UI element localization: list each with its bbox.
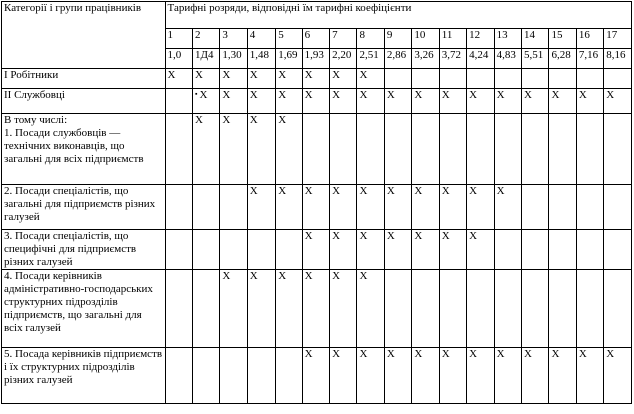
grade-mark-cell <box>384 89 411 114</box>
coefficient-cell: 1,0 <box>165 49 192 69</box>
grade-mark-cell <box>330 270 357 348</box>
x-mark: X <box>359 89 368 101</box>
grade-mark-cell <box>165 270 192 348</box>
grade-number-cell: 13 <box>494 29 521 49</box>
grade-number-cell: 14 <box>522 29 549 49</box>
grade-mark-cell <box>276 89 302 114</box>
grade-mark-cell <box>412 69 439 89</box>
bullet-marker: ▪ <box>194 90 198 98</box>
grade-mark-cell <box>439 185 466 230</box>
x-mark: X <box>359 270 368 282</box>
grade-mark-cell <box>276 69 302 89</box>
grade-number-cell: 3 <box>220 29 247 49</box>
grade-mark-cell <box>330 185 357 230</box>
x-mark: X <box>386 89 395 101</box>
x-mark: X <box>167 69 176 81</box>
header-row <box>2 2 632 29</box>
coefficient-cell: 5,51 <box>522 49 549 69</box>
table-row <box>2 69 632 89</box>
grade-mark-cell <box>522 89 549 114</box>
grade-mark-cell <box>247 270 275 348</box>
grade-mark-cell <box>165 114 192 185</box>
grade-number-cell: 2 <box>192 29 219 49</box>
grade-mark-cell <box>604 185 632 230</box>
grade-mark-cell <box>467 185 494 230</box>
coefficient-cell: 1,48 <box>247 49 275 69</box>
grade-mark-cell <box>220 114 247 185</box>
x-mark: X <box>304 89 313 101</box>
grade-mark-cell <box>220 89 247 114</box>
grade-mark-cell <box>247 69 275 89</box>
category-label: ІІ Службовці <box>2 89 166 114</box>
grade-mark-cell <box>412 89 439 114</box>
x-mark: X <box>441 89 450 101</box>
grade-number-cell: 4 <box>247 29 275 49</box>
grade-mark-cell <box>302 185 329 230</box>
grade-mark-cell <box>247 348 275 404</box>
x-mark: X <box>386 185 395 197</box>
grade-number-cell: 12 <box>467 29 494 49</box>
grade-mark-cell <box>330 114 357 185</box>
grade-mark-cell <box>439 230 466 270</box>
grade-mark-cell <box>192 270 219 348</box>
x-mark: X <box>469 230 478 242</box>
grade-number-cell: 8 <box>357 29 384 49</box>
category-label: 5. Посада керівників підприємств і їх структурних підрозділів різних галузей <box>2 348 166 404</box>
grade-mark-cell <box>220 185 247 230</box>
tariff-grades-table <box>1 1 632 404</box>
grade-number-cell: 15 <box>549 29 576 49</box>
coefficient-cell: 3,72 <box>439 49 466 69</box>
grade-mark-cell <box>494 114 521 185</box>
x-mark: X <box>278 114 287 126</box>
coefficient-cell: 7,16 <box>576 49 603 69</box>
grade-mark-cell <box>357 270 384 348</box>
x-mark: X <box>304 348 313 360</box>
grade-mark-cell <box>604 114 632 185</box>
grade-number-cell: 11 <box>439 29 466 49</box>
category-label: 2. Посади спеціалістів, що загальні для підприємств різних галузей <box>2 185 166 230</box>
grade-mark-cell <box>549 348 576 404</box>
x-mark: X <box>441 348 450 360</box>
x-mark: X <box>441 230 450 242</box>
x-mark: X <box>249 270 258 282</box>
x-mark: X <box>606 89 615 101</box>
grade-mark-cell <box>467 348 494 404</box>
grade-mark-cell <box>576 270 603 348</box>
table-row <box>2 185 632 230</box>
x-mark: X <box>222 114 231 126</box>
x-mark: X <box>578 348 587 360</box>
grade-mark-cell <box>522 185 549 230</box>
grade-mark-cell <box>302 348 329 404</box>
grade-mark-cell <box>549 185 576 230</box>
grade-mark-cell <box>412 114 439 185</box>
grade-mark-cell <box>384 270 411 348</box>
x-mark: X <box>332 348 341 360</box>
grade-mark-cell <box>302 89 329 114</box>
x-mark: X <box>578 89 587 101</box>
grade-mark-cell <box>604 69 632 89</box>
x-mark: X <box>249 185 258 197</box>
grade-mark-cell <box>276 114 302 185</box>
x-mark: X <box>332 69 341 81</box>
grade-mark-cell <box>522 348 549 404</box>
table-row <box>2 348 632 404</box>
grade-mark-cell <box>302 69 329 89</box>
grade-mark-cell <box>522 270 549 348</box>
grade-mark-cell <box>412 270 439 348</box>
grade-mark-cell <box>276 230 302 270</box>
grade-mark-cell <box>357 114 384 185</box>
grade-mark-cell <box>165 348 192 404</box>
coefficient-cell: 8,16 <box>604 49 632 69</box>
grade-mark-cell <box>192 69 219 89</box>
grade-number-cell: 16 <box>576 29 603 49</box>
grade-mark-cell <box>576 89 603 114</box>
grade-mark-cell <box>165 185 192 230</box>
grade-mark-cell <box>357 348 384 404</box>
x-mark: X <box>414 185 423 197</box>
grade-mark-cell <box>467 114 494 185</box>
x-mark: X <box>469 185 478 197</box>
x-mark: X <box>386 348 395 360</box>
x-mark: X <box>386 230 395 242</box>
coefficient-cell: 4,83 <box>494 49 521 69</box>
grade-mark-cell <box>439 69 466 89</box>
grade-mark-cell <box>302 114 329 185</box>
grade-mark-cell <box>384 348 411 404</box>
x-mark: X <box>496 185 505 197</box>
x-mark: X <box>551 348 560 360</box>
category-label: 3. Посади спеціалістів, що специфічні для підприємств різних галузей <box>2 230 166 270</box>
coefficient-cell: 2,51 <box>357 49 384 69</box>
grade-mark-cell <box>494 348 521 404</box>
grade-mark-cell <box>549 270 576 348</box>
grade-mark-cell <box>439 114 466 185</box>
grade-mark-cell <box>192 114 219 185</box>
grade-mark-cell <box>494 69 521 89</box>
grade-mark-cell <box>494 185 521 230</box>
grade-mark-cell <box>247 230 275 270</box>
x-mark: X <box>249 89 258 101</box>
grade-mark-cell <box>276 185 302 230</box>
x-mark: X <box>496 89 505 101</box>
x-mark: X <box>414 348 423 360</box>
x-mark: X <box>469 348 478 360</box>
x-mark: X <box>194 114 203 126</box>
x-mark: X <box>441 185 450 197</box>
table-row <box>2 89 632 114</box>
table-row <box>2 230 632 270</box>
coefficient-cell: 1,69 <box>276 49 302 69</box>
grade-mark-cell <box>384 69 411 89</box>
x-mark: X <box>524 89 532 101</box>
grade-mark-cell <box>494 270 521 348</box>
grade-mark-cell <box>165 230 192 270</box>
coefficient-cell: 2,20 <box>330 49 357 69</box>
grade-mark-cell <box>467 89 494 114</box>
x-mark: X <box>332 230 341 242</box>
grade-mark-cell <box>384 230 411 270</box>
grade-mark-cell <box>576 230 603 270</box>
x-mark: X <box>278 185 287 197</box>
grades-header: Тарифні розряди, відповідні їм тарифні коефіцієнти <box>165 2 631 29</box>
grade-number-cell: 7 <box>330 29 357 49</box>
x-mark: X <box>222 89 231 101</box>
x-mark: X <box>359 185 368 197</box>
grade-mark-cell <box>384 114 411 185</box>
grade-mark-cell <box>220 270 247 348</box>
x-mark: X <box>222 69 231 81</box>
grade-mark-cell <box>220 69 247 89</box>
x-mark: X <box>332 270 341 282</box>
category-header: Категорії і групи працівників <box>2 2 166 69</box>
grade-mark-cell <box>357 185 384 230</box>
x-mark: X <box>359 348 368 360</box>
category-label: В тому числі: 1. Посади службовців — технічних виконавців, що загальні для всіх підприємств <box>2 114 166 185</box>
coefficient-cell: 1Д4 <box>192 49 219 69</box>
grade-mark-cell <box>522 230 549 270</box>
grade-mark-cell <box>467 270 494 348</box>
grade-mark-cell <box>220 230 247 270</box>
grade-mark-cell <box>330 89 357 114</box>
grade-number-cell: 9 <box>384 29 411 49</box>
category-label: І Робітники <box>2 69 166 89</box>
grade-mark-cell <box>192 89 219 114</box>
grade-mark-cell <box>412 185 439 230</box>
x-mark: X <box>199 89 208 101</box>
table-row <box>2 114 632 185</box>
grade-mark-cell <box>549 114 576 185</box>
coefficient-cell: 6,28 <box>549 49 576 69</box>
grade-mark-cell <box>604 270 632 348</box>
grade-mark-cell <box>330 69 357 89</box>
coefficient-cell: 1,30 <box>220 49 247 69</box>
table-row <box>2 270 632 348</box>
x-mark: X <box>304 270 313 282</box>
grade-mark-cell <box>247 114 275 185</box>
grade-mark-cell <box>467 69 494 89</box>
grade-mark-cell <box>549 69 576 89</box>
grade-mark-cell <box>384 185 411 230</box>
x-mark: X <box>359 69 368 81</box>
coefficient-cell: 2,86 <box>384 49 411 69</box>
x-mark: X <box>414 89 423 101</box>
coefficient-cell: 4,24 <box>467 49 494 69</box>
grade-mark-cell <box>192 348 219 404</box>
x-mark: X <box>222 270 231 282</box>
grade-mark-cell <box>192 230 219 270</box>
grade-mark-cell <box>357 69 384 89</box>
grade-mark-cell <box>576 114 603 185</box>
grade-mark-cell <box>439 270 466 348</box>
x-mark: X <box>278 270 287 282</box>
grade-mark-cell <box>576 185 603 230</box>
grade-mark-cell <box>412 348 439 404</box>
grade-mark-cell <box>522 114 549 185</box>
x-mark: X <box>249 69 258 81</box>
grade-mark-cell <box>302 270 329 348</box>
x-mark: X <box>414 230 423 242</box>
grade-mark-cell <box>467 230 494 270</box>
grade-mark-cell <box>330 230 357 270</box>
grade-mark-cell <box>165 69 192 89</box>
x-mark: X <box>278 89 287 101</box>
grade-mark-cell <box>276 270 302 348</box>
x-mark: X <box>359 230 368 242</box>
grade-mark-cell <box>165 89 192 114</box>
grade-mark-cell <box>494 230 521 270</box>
x-mark: X <box>496 348 505 360</box>
grade-mark-cell <box>439 89 466 114</box>
grade-number-cell: 1 <box>165 29 192 49</box>
x-mark: X <box>332 89 341 101</box>
grade-mark-cell <box>330 348 357 404</box>
grade-mark-cell <box>604 348 632 404</box>
x-mark: X <box>304 185 313 197</box>
grade-mark-cell <box>522 69 549 89</box>
grade-mark-cell <box>302 230 329 270</box>
x-mark: X <box>304 69 313 81</box>
grade-mark-cell <box>494 89 521 114</box>
x-mark: X <box>304 230 313 242</box>
grade-mark-cell <box>604 230 632 270</box>
grade-number-cell: 17 <box>604 29 632 49</box>
grade-mark-cell <box>247 89 275 114</box>
grade-number-cell: 10 <box>412 29 439 49</box>
coefficient-cell: 1,93 <box>302 49 329 69</box>
grade-mark-cell <box>549 89 576 114</box>
grade-number-cell: 5 <box>276 29 302 49</box>
x-mark: X <box>278 69 287 81</box>
grade-mark-cell <box>220 348 247 404</box>
grade-mark-cell <box>412 230 439 270</box>
grade-mark-cell <box>576 69 603 89</box>
grade-number-cell: 6 <box>302 29 329 49</box>
grade-mark-cell <box>604 89 632 114</box>
grade-mark-cell <box>247 185 275 230</box>
x-mark: X <box>332 185 341 197</box>
grade-mark-cell <box>576 348 603 404</box>
grade-mark-cell <box>357 230 384 270</box>
grade-mark-cell <box>192 185 219 230</box>
grade-mark-cell <box>276 348 302 404</box>
x-mark: X <box>194 69 203 81</box>
grade-mark-cell <box>439 348 466 404</box>
x-mark: X <box>551 89 560 101</box>
category-label: 4. Посади керівників адміністративно-господарських структурних підрозділів підприємств, що загальні для всіх галузей <box>2 270 166 348</box>
grade-mark-cell <box>357 89 384 114</box>
coefficient-cell: 3,26 <box>412 49 439 69</box>
grade-mark-cell <box>549 230 576 270</box>
x-mark: X <box>606 348 615 360</box>
x-mark: X <box>524 348 532 360</box>
x-mark: X <box>469 89 478 101</box>
x-mark: X <box>249 114 258 126</box>
